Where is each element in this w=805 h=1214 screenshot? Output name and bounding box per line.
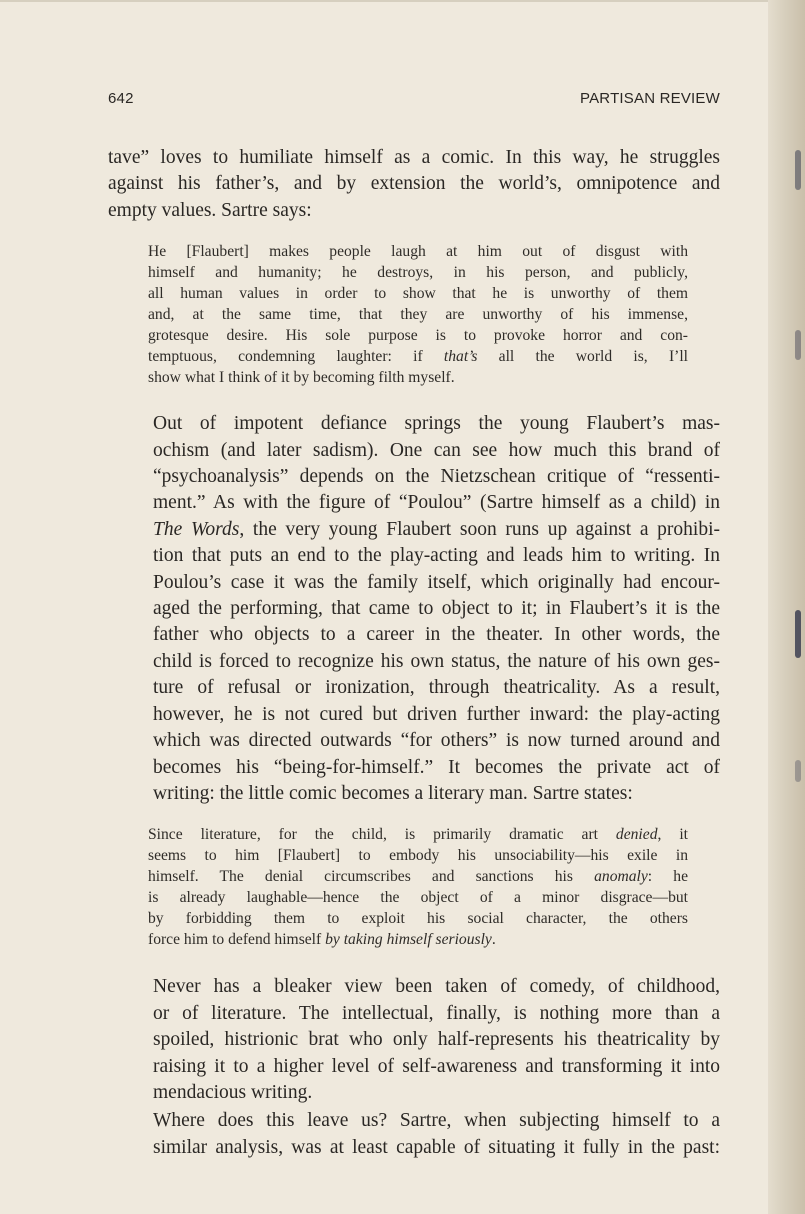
quote-line: all human values in order to show that he is unworthy of them (148, 285, 688, 303)
journal-title: PARTISAN REVIEW (580, 90, 720, 107)
italic-emphasis: by taking himself seriously (325, 931, 492, 949)
book-title: The Words (153, 518, 240, 540)
page-top-edge (0, 0, 768, 2)
text-line: child is forced to recognize his own status, the nature of his own ges- (153, 650, 720, 672)
edge-mark (795, 330, 801, 360)
quote-text: , it (657, 826, 688, 844)
text-line: becomes his “being-for-himself.” It becomes the private act of (153, 756, 720, 778)
italic-emphasis: that’s (443, 348, 478, 366)
paragraph-3 (108, 974, 720, 1106)
text-line: ment.” As with the figure of “Poulou” (Sartre himself as a child) in (153, 492, 720, 514)
text-line: Never has a bleaker view been taken of comedy, of childhood, (153, 976, 720, 998)
text-line: mendacious writing. (153, 1081, 313, 1103)
text-line: tave” loves to humiliate himself as a comic. In this way, he struggles (108, 147, 720, 168)
page-body (108, 145, 720, 1161)
quote-text: force him to defend himself (148, 931, 326, 949)
text-line: Out of impotent defiance springs the young Flaubert’s mas- (153, 413, 720, 435)
text-line: which was directed outwards “for others” is now turned around and (153, 730, 720, 752)
text-line: however, he is not cured but driven further inward: the play-acting (153, 703, 720, 725)
text-line (108, 517, 720, 543)
text-line: similar analysis, was at least capable of situating it fully in the past: (153, 1136, 720, 1158)
text-line: writing: the little comic becomes a literary man. Sartre states: (153, 782, 633, 804)
text-line: empty values. Sartre says: (108, 199, 312, 221)
quote-line: grotesque desire. His sole purpose is to provoke horror and con- (148, 327, 688, 345)
quote-line (148, 866, 688, 887)
text-line: Poulou’s case it was the family itself, which originally had encour- (153, 571, 720, 593)
quote-line: by forbidding them to exploit his social character, the others (148, 910, 688, 928)
text-line: or of literature. The intellectual, finally, is nothing more than a (153, 1002, 720, 1024)
quote-text: temptuous, condemning laughter: if (148, 348, 444, 366)
edge-mark (795, 150, 801, 190)
text-line: “psychoanalysis” depends on the Nietzschean critique of “ressenti- (153, 466, 720, 488)
quote-line: himself and humanity; he destroys, in his person, and publicly, (148, 264, 688, 282)
quote-line (148, 346, 688, 367)
edge-mark (795, 760, 801, 782)
quote-line: He [Flaubert] makes people laugh at him out of disgust with (148, 243, 688, 261)
text-line: father who objects to a career in the theater. In other words, the (153, 624, 720, 646)
quote-line (148, 824, 688, 845)
text-line: ochism (and later sadism). One can see how much this brand of (153, 439, 720, 461)
quote-text: : he (647, 868, 688, 886)
text-run: , the very young Flaubert soon runs up against a prohibi- (239, 518, 720, 540)
page-edge-shadow (768, 0, 805, 1214)
text-line: Where does this leave us? Sartre, when subjecting himself to a (153, 1110, 720, 1132)
block-quote-1 (148, 241, 688, 388)
quote-text: all the world is, I’ll (477, 348, 689, 366)
page-number: 642 (108, 90, 134, 107)
quote-line: and, at the same time, that they are unworthy of his immense, (148, 306, 688, 324)
paragraph-continued (108, 145, 720, 224)
italic-emphasis: anomaly (594, 868, 648, 886)
text-line: tion that puts an end to the play-acting and leads him to writing. In (153, 545, 720, 567)
text-line: against his father’s, and by extension the world’s, omnipotence and (108, 173, 720, 195)
quote-line: is already laughable—hence the object of a minor disgrace—but (148, 889, 688, 907)
text-line: raising it to a higher level of self-awareness and transforming it into (153, 1055, 720, 1077)
quote-text: himself. The denial circumscribes and sanctions his (148, 868, 595, 886)
block-quote-2 (148, 824, 688, 950)
quote-text: . (491, 931, 496, 949)
text-line: aged the performing, that came to object to it; in Flaubert’s it is the (153, 598, 720, 620)
paragraph-2 (108, 411, 720, 807)
text-line: ture of refusal or ironization, through theatricality. As a result, (153, 677, 720, 699)
quote-line: show what I think of it by becoming filth myself. (148, 369, 455, 387)
paragraph-4 (108, 1108, 720, 1161)
italic-emphasis: denied (615, 826, 658, 844)
text-line: spoiled, histrionic brat who only half-represents his theatricality by (153, 1029, 720, 1051)
quote-line: seems to him [Flaubert] to embody his unsociability—his exile in (148, 847, 688, 865)
quote-line (148, 929, 688, 950)
quote-text: Since literature, for the child, is primarily dramatic art (148, 826, 616, 844)
edge-mark (795, 610, 801, 658)
